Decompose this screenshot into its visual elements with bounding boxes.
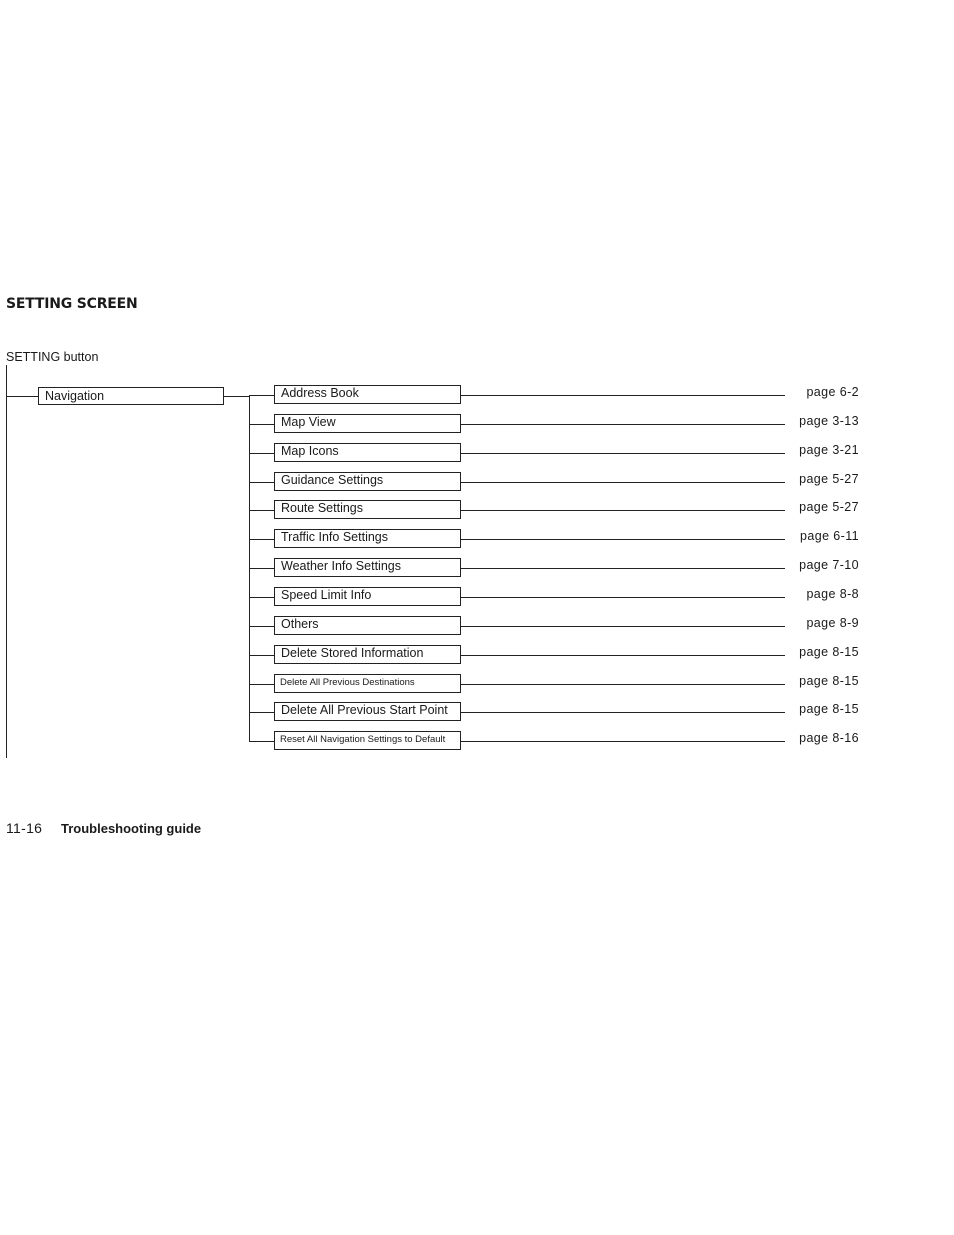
tree-branch: [249, 655, 274, 656]
tree-branch: [249, 395, 274, 396]
menu-item[interactable]: Map View: [274, 414, 461, 433]
tree-branch: [249, 424, 274, 425]
leader-line: [461, 424, 785, 425]
tree-connector-navigation: [224, 396, 250, 397]
tree-branch: [249, 712, 274, 713]
leader-line: [461, 684, 785, 685]
page-reference: page 3-13: [799, 414, 859, 428]
root-label: SETTING button: [6, 350, 99, 364]
page-reference: page 8-15: [799, 702, 859, 716]
menu-item[interactable]: Delete Stored Information: [274, 645, 461, 664]
leader-line: [461, 482, 785, 483]
leader-line: [461, 655, 785, 656]
menu-item[interactable]: Map Icons: [274, 443, 461, 462]
tree-branch: [249, 626, 274, 627]
page-reference: page 8-16: [799, 731, 859, 745]
tree-branch: [249, 539, 274, 540]
leader-line: [461, 395, 785, 396]
menu-item[interactable]: Address Book: [274, 385, 461, 404]
footer-page-number: 11-16: [6, 820, 43, 836]
leader-line: [461, 568, 785, 569]
tree-connector-root-to-navigation: [6, 396, 38, 397]
menu-item[interactable]: Route Settings: [274, 500, 461, 519]
tree-branch: [249, 597, 274, 598]
leader-line: [461, 539, 785, 540]
leader-line: [461, 510, 785, 511]
page-reference: page 5-27: [799, 500, 859, 514]
menu-item[interactable]: Guidance Settings: [274, 472, 461, 491]
menu-item[interactable]: Delete All Previous Destinations: [274, 674, 461, 693]
tree-branch: [249, 510, 274, 511]
page-reference: page 8-9: [806, 616, 859, 630]
leader-line: [461, 712, 785, 713]
leader-line: [461, 597, 785, 598]
section-title: SETTING SCREEN: [6, 296, 138, 312]
tree-trunk-root: [6, 365, 7, 758]
tree-branch: [249, 453, 274, 454]
page-reference: page 8-8: [806, 587, 859, 601]
page-reference: page 5-27: [799, 472, 859, 486]
page-reference: page 8-15: [799, 645, 859, 659]
tree-branch: [249, 482, 274, 483]
navigation-node[interactable]: Navigation: [38, 387, 224, 405]
menu-item[interactable]: Others: [274, 616, 461, 635]
leader-line: [461, 741, 785, 742]
menu-item[interactable]: Delete All Previous Start Point: [274, 702, 461, 721]
menu-item[interactable]: Speed Limit Info: [274, 587, 461, 606]
leader-line: [461, 626, 785, 627]
tree-branch: [249, 684, 274, 685]
page-reference: page 6-11: [800, 529, 859, 543]
tree-branch: [249, 568, 274, 569]
menu-item[interactable]: Weather Info Settings: [274, 558, 461, 577]
leader-line: [461, 453, 785, 454]
page-reference: page 7-10: [799, 558, 859, 572]
page-reference: page 8-15: [799, 674, 859, 688]
page-reference: page 6-2: [806, 385, 859, 399]
footer-title: Troubleshooting guide: [61, 821, 202, 836]
menu-item[interactable]: Traffic Info Settings: [274, 529, 461, 548]
page-reference: page 3-21: [799, 443, 859, 457]
menu-item[interactable]: Reset All Navigation Settings to Default: [274, 731, 461, 750]
tree-branch: [249, 741, 274, 742]
